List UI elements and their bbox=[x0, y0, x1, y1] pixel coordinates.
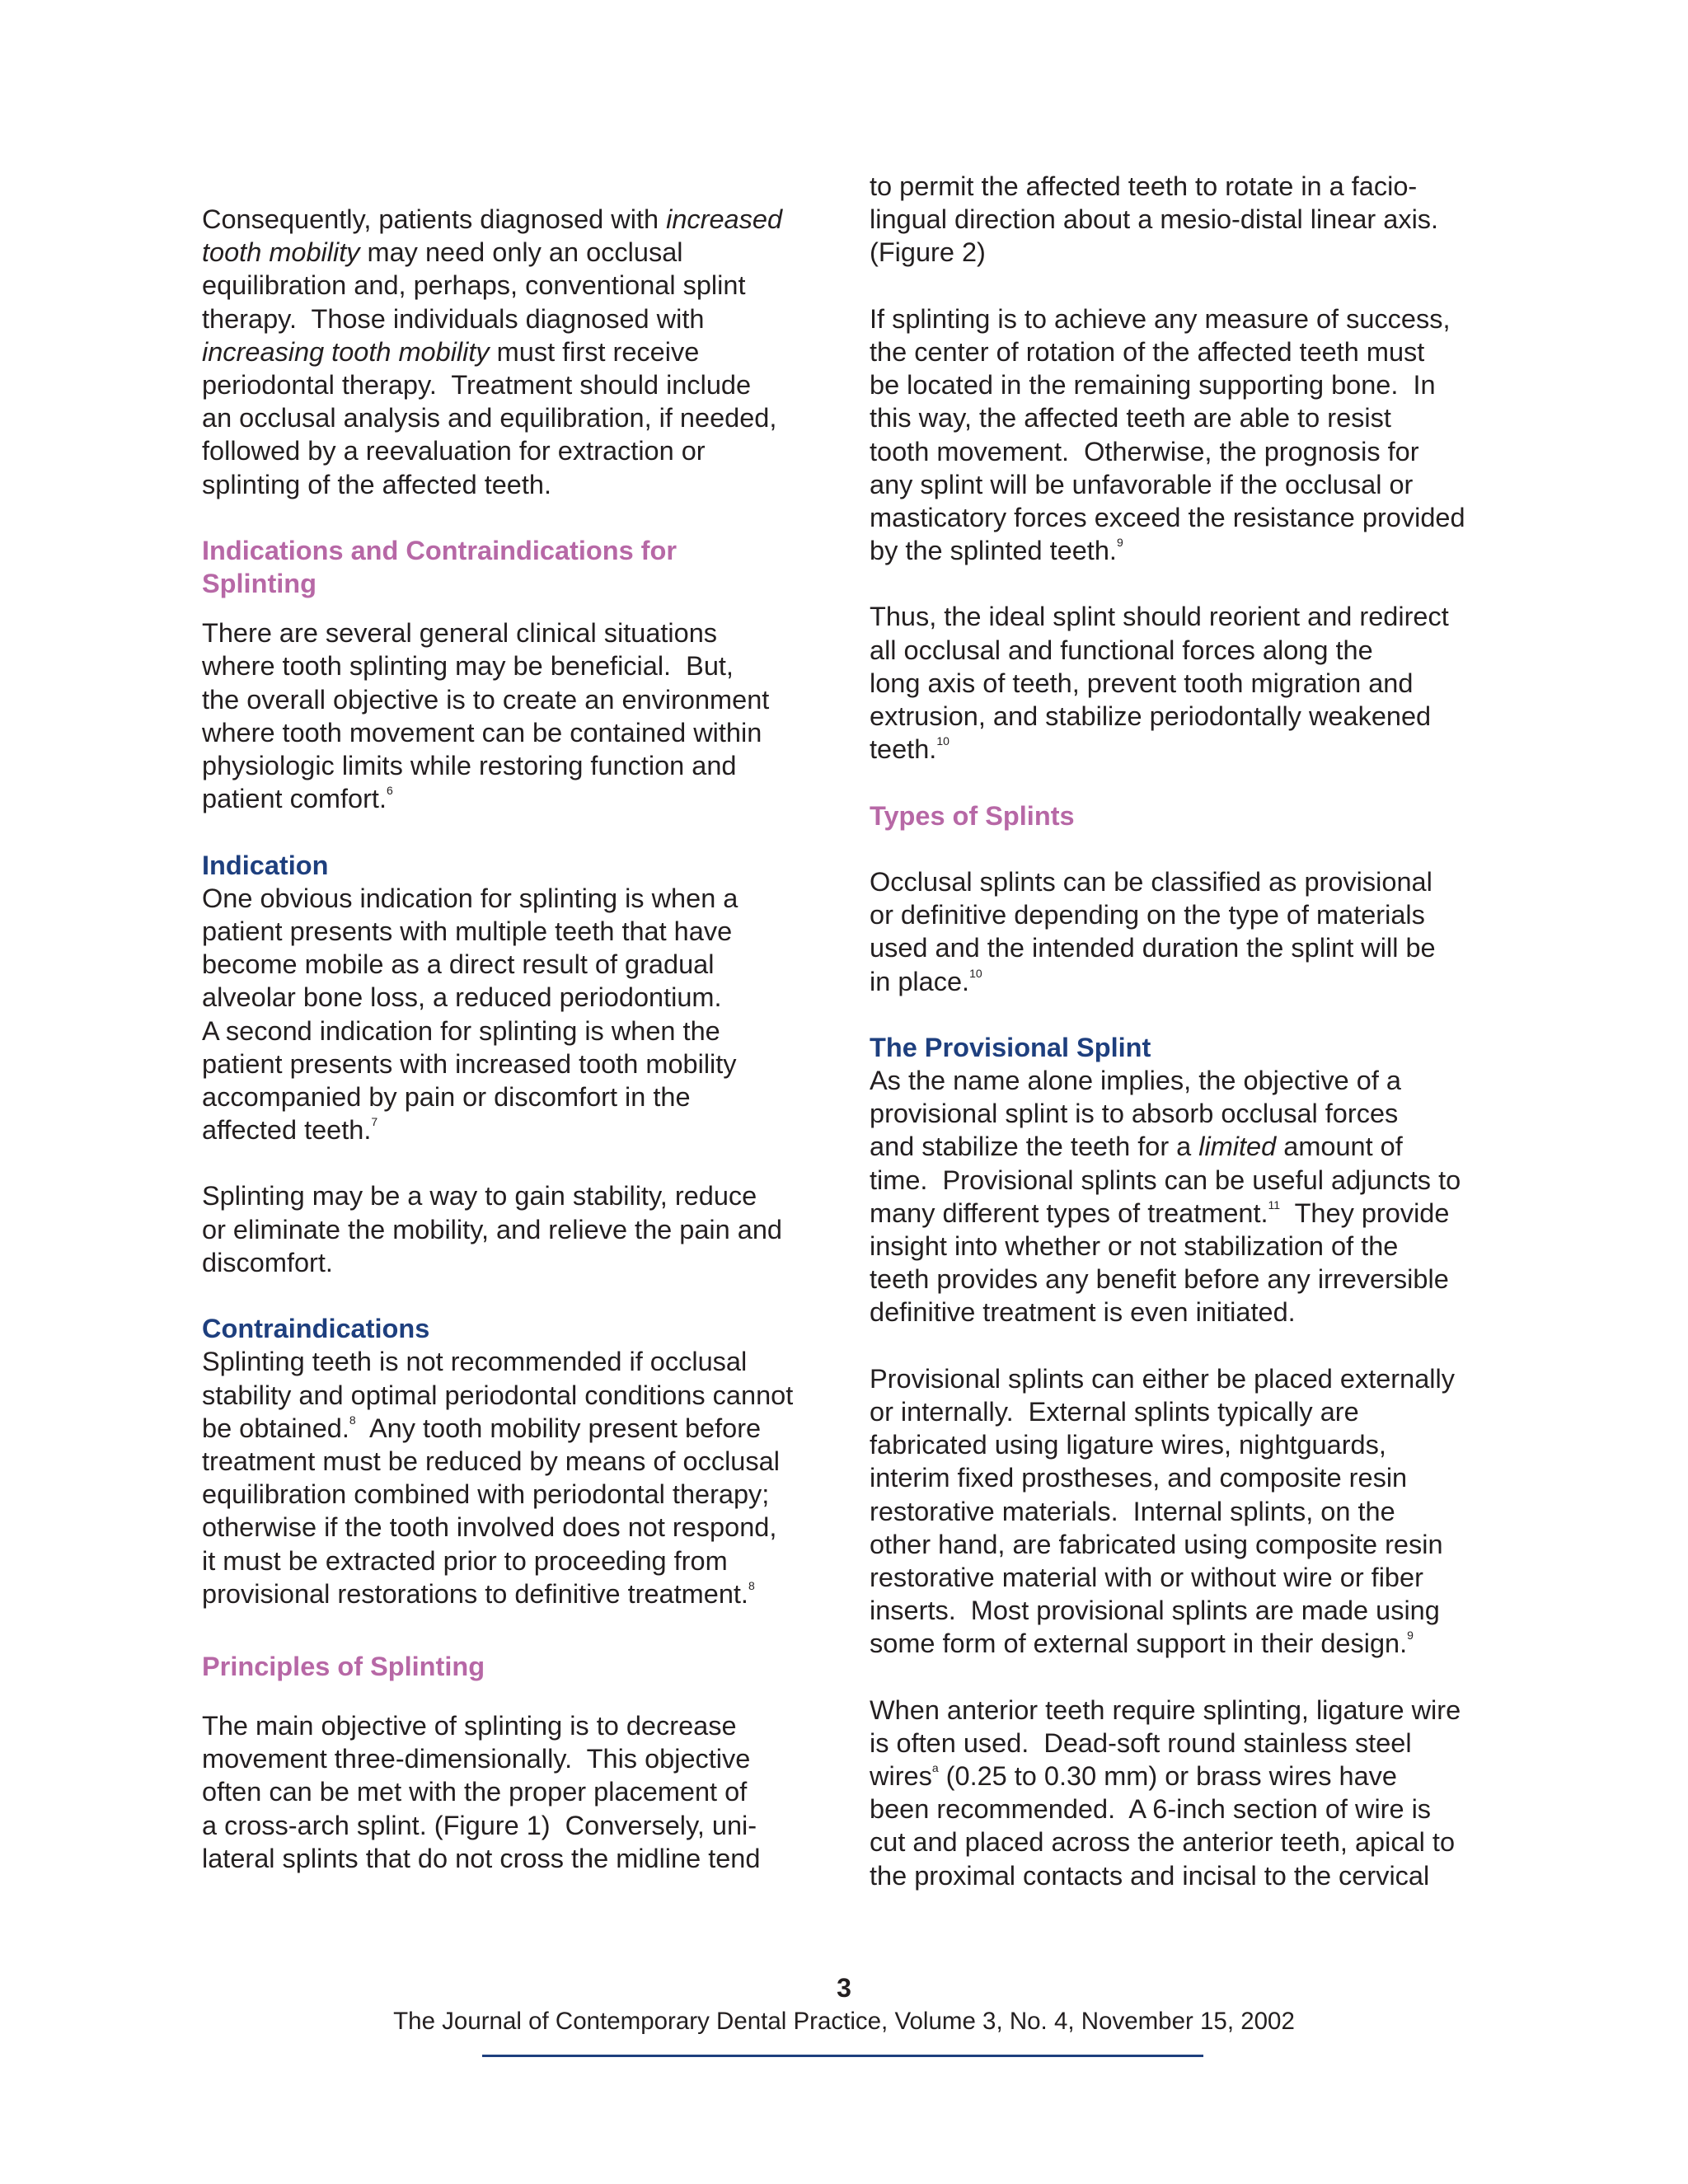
text-line bbox=[202, 1478, 828, 1511]
section-heading: Principles of Splinting bbox=[202, 1651, 485, 1681]
text-line bbox=[870, 1694, 1504, 1727]
paragraph bbox=[202, 203, 828, 501]
text-line bbox=[870, 1461, 1504, 1494]
text-line bbox=[202, 1113, 828, 1146]
citation-superscript: 10 bbox=[969, 966, 982, 980]
text-line bbox=[870, 634, 1504, 667]
section-heading: Types of Splints bbox=[870, 800, 1075, 831]
citation-superscript: a bbox=[931, 1761, 939, 1775]
text-line bbox=[870, 401, 1504, 434]
text-run: time. Provisional splints can be useful adjuncts to bbox=[870, 1165, 1461, 1195]
text-line bbox=[202, 335, 828, 368]
text-line bbox=[870, 667, 1504, 700]
text-run: the proximal contacts and incisal to the cervical bbox=[870, 1860, 1430, 1891]
italic-text: limited bbox=[1198, 1132, 1277, 1162]
text-line bbox=[202, 1577, 828, 1610]
text-line bbox=[870, 1760, 1504, 1793]
text-line bbox=[870, 302, 1504, 335]
paragraph bbox=[202, 1179, 828, 1279]
text-line bbox=[870, 468, 1504, 501]
text-line bbox=[870, 931, 1504, 964]
right-column bbox=[870, 170, 1504, 1892]
text-line bbox=[202, 1246, 828, 1279]
text-line bbox=[202, 203, 828, 236]
citation-superscript: 6 bbox=[387, 784, 393, 798]
text-run: some form of external support in their design. bbox=[870, 1629, 1408, 1659]
text-run: If splinting is to achieve any measure of success, bbox=[870, 303, 1451, 334]
citation-superscript: 10 bbox=[936, 734, 950, 748]
text-line bbox=[870, 1064, 1504, 1097]
text-run: equilibration combined with periodontal therapy; bbox=[202, 1479, 770, 1510]
text-run: Provisional splints can either be placed externally bbox=[870, 1363, 1455, 1394]
text-run: or eliminate the mobility, and relieve the pain and bbox=[202, 1214, 782, 1244]
text-run: Splinting may be a way to gain stability, reduce bbox=[202, 1181, 757, 1212]
text-run: be obtained. bbox=[202, 1413, 349, 1443]
text-run: physiologic limits while restoring function and bbox=[202, 751, 737, 780]
text-run: patient presents with increased tooth mobility bbox=[202, 1048, 737, 1079]
text-line bbox=[870, 965, 1504, 998]
text-line bbox=[202, 1379, 828, 1412]
text-run: The main objective of splinting is to decrease bbox=[202, 1711, 737, 1741]
text-run: wires bbox=[870, 1761, 932, 1791]
text-run: Splinting teeth is not recommended if occlusal bbox=[202, 1347, 748, 1377]
text-line bbox=[870, 236, 1504, 269]
text-run: They provide bbox=[1280, 1197, 1450, 1228]
paragraph bbox=[202, 1709, 828, 1875]
text-run: to permit the affected teeth to rotate in a facio- bbox=[870, 171, 1418, 201]
text-line bbox=[202, 1047, 828, 1080]
subsection-heading: Contraindications bbox=[202, 1314, 430, 1344]
text-run: the overall objective is to create an environment bbox=[202, 684, 770, 715]
italic-text: increased bbox=[666, 204, 783, 234]
text-run: in place. bbox=[870, 966, 970, 996]
text-run: As the name alone implies, the objective of a bbox=[870, 1066, 1401, 1096]
text-run: or definitive depending on the type of materials bbox=[870, 900, 1425, 930]
text-line bbox=[202, 401, 828, 434]
text-line bbox=[202, 981, 828, 1014]
text-run: be located in the remaining supporting bone. In bbox=[870, 370, 1436, 401]
text-line bbox=[870, 534, 1504, 567]
text-line bbox=[202, 683, 828, 716]
text-run: tooth movement. Otherwise, the prognosis for bbox=[870, 436, 1419, 466]
text-run: by the splinted teeth. bbox=[870, 536, 1117, 566]
text-line bbox=[202, 649, 828, 682]
text-run: fabricated using ligature wires, nightguards, bbox=[870, 1430, 1386, 1460]
text-line bbox=[202, 236, 828, 269]
text-run: A second indication for splinting is when the bbox=[202, 1015, 720, 1046]
text-run: inserts. Most provisional splints are made using bbox=[870, 1596, 1440, 1626]
text-line bbox=[202, 1544, 828, 1577]
text-line bbox=[870, 1097, 1504, 1130]
text-line bbox=[202, 1015, 828, 1047]
text-line bbox=[202, 1412, 828, 1445]
text-line bbox=[202, 1345, 828, 1378]
text-run: splinting of the affected teeth. bbox=[202, 469, 552, 499]
text-line bbox=[202, 1445, 828, 1478]
text-run: Thus, the ideal splint should reorient and redirect bbox=[870, 602, 1449, 632]
text-line bbox=[870, 1561, 1504, 1594]
text-run: interim fixed prostheses, and composite resin bbox=[870, 1463, 1408, 1493]
journal-citation: The Journal of Contemporary Dental Practice, Volume 3, No. 4, November 15, 2002 bbox=[393, 2008, 1295, 2035]
text-run: Any tooth mobility present before bbox=[355, 1413, 762, 1443]
text-line bbox=[870, 1594, 1504, 1627]
page-number: 3 bbox=[837, 1973, 851, 2003]
text-line bbox=[202, 1213, 828, 1246]
text-run: used and the intended duration the splint will be bbox=[870, 933, 1436, 963]
text-line bbox=[870, 1859, 1504, 1892]
text-run: the center of rotation of the affected teeth must bbox=[870, 336, 1425, 367]
text-run: teeth provides any benefit before any irreversible bbox=[870, 1264, 1449, 1295]
text-run: many different types of treatment. bbox=[870, 1197, 1268, 1228]
text-run: a cross-arch splint. (Figure 1) Conversely, uni- bbox=[202, 1810, 757, 1840]
text-run: where tooth movement can be contained within bbox=[202, 717, 762, 748]
text-run: where tooth splinting may be beneficial. But, bbox=[202, 651, 734, 682]
text-line bbox=[870, 1164, 1504, 1197]
text-line bbox=[870, 700, 1504, 733]
text-run: and stabilize the teeth for a bbox=[870, 1132, 1199, 1162]
text-run: Consequently, patients diagnosed with bbox=[202, 204, 667, 234]
text-line bbox=[202, 434, 828, 467]
text-run: this way, the affected teeth are able to resist bbox=[870, 403, 1391, 434]
text-run: periodontal therapy. Treatment should include bbox=[202, 369, 752, 400]
text-line bbox=[202, 948, 828, 981]
text-run: alveolar bone loss, a reduced periodontium. bbox=[202, 982, 722, 1013]
citation-superscript: 8 bbox=[748, 1578, 755, 1592]
text-run: stability and optimal periodontal conditions cannot bbox=[202, 1380, 794, 1410]
text-run: lateral splints that do not cross the midline tend bbox=[202, 1843, 761, 1873]
text-line bbox=[870, 1727, 1504, 1760]
text-run: restorative material with or without wire or fiber bbox=[870, 1562, 1423, 1592]
citation-superscript: 9 bbox=[1116, 536, 1123, 550]
text-line bbox=[202, 368, 828, 401]
text-line bbox=[870, 1296, 1504, 1329]
text-line bbox=[202, 1080, 828, 1113]
text-run: it must be extracted prior to proceeding from bbox=[202, 1545, 728, 1576]
text-line bbox=[202, 716, 828, 749]
citation-superscript: 8 bbox=[349, 1413, 356, 1427]
text-line bbox=[870, 1197, 1504, 1230]
text-run: (Figure 2) bbox=[870, 237, 986, 268]
text-line bbox=[870, 1362, 1504, 1395]
text-line bbox=[202, 1709, 828, 1742]
text-line bbox=[202, 616, 828, 649]
text-line bbox=[870, 1230, 1504, 1263]
text-line bbox=[870, 1495, 1504, 1528]
text-line bbox=[870, 170, 1504, 203]
text-line bbox=[870, 203, 1504, 236]
text-run: therapy. Those individuals diagnosed with bbox=[202, 303, 705, 334]
text-run: Occlusal splints can be classified as provisional bbox=[870, 866, 1432, 897]
paragraph bbox=[870, 1064, 1504, 1329]
text-line bbox=[870, 1793, 1504, 1825]
text-line bbox=[202, 1775, 828, 1808]
text-run: become mobile as a direct result of gradual bbox=[202, 949, 715, 980]
italic-text: increasing tooth mobility bbox=[202, 336, 490, 367]
paragraph bbox=[870, 1362, 1504, 1661]
text-run: definitive treatment is even initiated. bbox=[870, 1297, 1296, 1328]
text-run: long axis of teeth, prevent tooth migration and bbox=[870, 668, 1414, 698]
text-line bbox=[870, 335, 1504, 368]
text-line bbox=[870, 1130, 1504, 1163]
text-run: movement three-dimensionally. This objective bbox=[202, 1744, 751, 1774]
text-line bbox=[870, 368, 1504, 401]
text-run: lingual direction about a mesio-distal linear axis. bbox=[870, 204, 1439, 235]
text-run: provisional restorations to definitive treatment. bbox=[202, 1578, 748, 1609]
text-line bbox=[870, 1825, 1504, 1858]
text-run: amount of bbox=[1276, 1132, 1403, 1162]
text-line bbox=[870, 1428, 1504, 1461]
text-run: There are several general clinical situations bbox=[202, 618, 718, 649]
text-run: is often used. Dead-soft round stainless steel bbox=[870, 1727, 1412, 1758]
text-run: masticatory forces exceed the resistance provided bbox=[870, 502, 1465, 532]
paragraph bbox=[870, 302, 1504, 568]
text-line bbox=[870, 600, 1504, 633]
text-line bbox=[202, 1511, 828, 1544]
italic-text: tooth mobility bbox=[202, 237, 360, 268]
paragraph bbox=[870, 1694, 1504, 1892]
left-column bbox=[202, 203, 828, 1875]
text-line bbox=[202, 269, 828, 302]
text-run: must first receive bbox=[489, 336, 700, 367]
text-run: treatment must be reduced by means of occlusal bbox=[202, 1446, 780, 1476]
text-line bbox=[202, 1842, 828, 1875]
paragraph bbox=[202, 882, 828, 1147]
text-line bbox=[870, 898, 1504, 931]
text-line bbox=[202, 1809, 828, 1842]
text-run: often can be met with the proper placement of bbox=[202, 1777, 748, 1807]
text-run: may need only an occlusal bbox=[359, 237, 683, 268]
text-line bbox=[870, 1627, 1504, 1660]
text-run: patient comfort. bbox=[202, 784, 387, 814]
text-run: When anterior teeth require splinting, ligature wire bbox=[870, 1694, 1461, 1725]
footer-rule bbox=[482, 2055, 1203, 2057]
text-line bbox=[870, 1395, 1504, 1428]
text-run: discomfort. bbox=[202, 1247, 333, 1277]
text-run: followed by a reevaluation for extraction or bbox=[202, 436, 706, 466]
text-run: equilibration and, perhaps, conventional splint bbox=[202, 270, 746, 301]
text-run: other hand, are fabricated using composite resin bbox=[870, 1529, 1443, 1559]
text-line bbox=[870, 865, 1504, 898]
subsection-heading: Indication bbox=[202, 850, 329, 880]
text-run: affected teeth. bbox=[202, 1115, 372, 1146]
text-line bbox=[202, 1742, 828, 1775]
text-run: cut and placed across the anterior teeth, apical to bbox=[870, 1827, 1456, 1858]
text-run: or internally. External splints typically are bbox=[870, 1396, 1359, 1427]
text-run: insight into whether or not stabilization of the bbox=[870, 1231, 1399, 1261]
text-line bbox=[202, 882, 828, 915]
paragraph bbox=[202, 1345, 828, 1610]
subsection-heading: The Provisional Splint bbox=[870, 1032, 1151, 1062]
text-run: any splint will be unfavorable if the occlusal or bbox=[870, 469, 1414, 499]
text-line bbox=[202, 915, 828, 948]
text-run: been recommended. A 6-inch section of wire is bbox=[870, 1794, 1432, 1825]
text-line bbox=[202, 782, 828, 815]
paragraph bbox=[870, 600, 1504, 766]
text-run: all occlusal and functional forces along the bbox=[870, 635, 1373, 665]
text-run: accompanied by pain or discomfort in the bbox=[202, 1081, 691, 1112]
text-run: One obvious indication for splinting is when a bbox=[202, 883, 738, 913]
text-line bbox=[870, 733, 1504, 766]
paragraph bbox=[870, 170, 1504, 269]
text-run: restorative materials. Internal splints, on the bbox=[870, 1496, 1395, 1526]
text-line bbox=[202, 468, 828, 501]
text-line bbox=[870, 501, 1504, 534]
text-line bbox=[202, 1179, 828, 1212]
text-line bbox=[870, 435, 1504, 468]
citation-superscript: 11 bbox=[1268, 1197, 1281, 1212]
paragraph bbox=[870, 865, 1504, 998]
text-line bbox=[870, 1263, 1504, 1296]
text-run: extrusion, and stabilize periodontally weakened bbox=[870, 701, 1432, 731]
paragraph bbox=[202, 616, 828, 815]
section-heading: Indications and Contraindications for Splinting bbox=[202, 535, 678, 599]
text-line bbox=[202, 749, 828, 782]
text-run: teeth. bbox=[870, 734, 937, 765]
citation-superscript: 9 bbox=[1407, 1629, 1414, 1643]
citation-superscript: 7 bbox=[371, 1115, 378, 1129]
text-line bbox=[870, 1528, 1504, 1561]
text-run: provisional splint is to absorb occlusal forces bbox=[870, 1099, 1399, 1129]
text-run: an occlusal analysis and equilibration, if needed, bbox=[202, 403, 777, 434]
text-run: patient presents with multiple teeth that have bbox=[202, 916, 733, 946]
text-line bbox=[202, 302, 828, 335]
text-run: (0.25 to 0.30 mm) or brass wires have bbox=[938, 1761, 1397, 1791]
text-run: otherwise if the tooth involved does not respond, bbox=[202, 1512, 777, 1543]
